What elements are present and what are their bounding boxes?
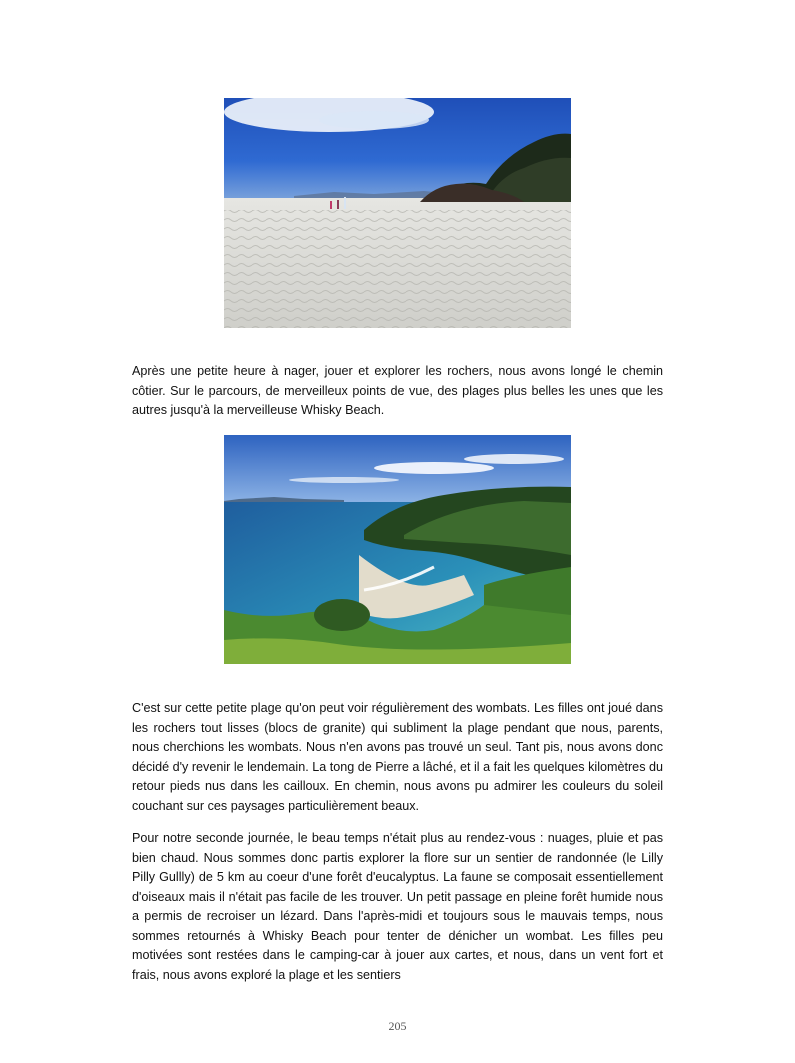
paragraph: C'est sur cette petite plage qu'on peut voir régulièrement des wombats. Les filles ont joué dans les rochers tout lisses (blocs de granite) qui subliment la plage pendant que nous, parents, nous cherchions les wombats. Nous n'en avons pas trouvé un seul. Tant pis, nous avons donc décidé d'y revenir le lendemain. La tong de Pierre a lâché, et il a fait les quelques kilomètres du retour pieds nus dans les cailloux. En chemin, nous avons pu admirer les couleurs du soleil couchant sur ces paysages particulièrement beaux. [132,701,663,813]
cove-photo [224,435,571,664]
paragraph: Après une petite heure à nager, jouer et explorer les rochers, nous avons longé le chemin côtier. Sur le parcours, de merveilleux points de vue, des plages plus belles les unes que les autres jusqu'à la merveilleuse Whisky Beach. [132,364,663,417]
beach-photo [224,98,571,328]
page-number: 205 [388,1019,407,1033]
paragraph: Pour notre seconde journée, le beau temps n'était plus au rendez-vous : nuages, pluie et pas bien chaud. Nous sommes donc partis explorer la flore sur un sentier de randonnée (le Lilly Pilly Gullly) de 5 km au coeur d'une forêt d'eucalyptus. La faune se composait essentiellement d'oiseaux mais il n'était pas facile de les trouver. Un petit passage en pleine forêt humide nous a permis de recroiser un lézard. Dans l'après-midi et toujours sous le mauvais temps, nous sommes retournés à Whisky Beach pour tenter de dénicher un wombat. Les filles peu motivées sont restées dans le camping-car à jouer aux cartes, et nous, dans un vent fort et frais, nous avons exploré la plage et les sentiers [132,831,663,982]
